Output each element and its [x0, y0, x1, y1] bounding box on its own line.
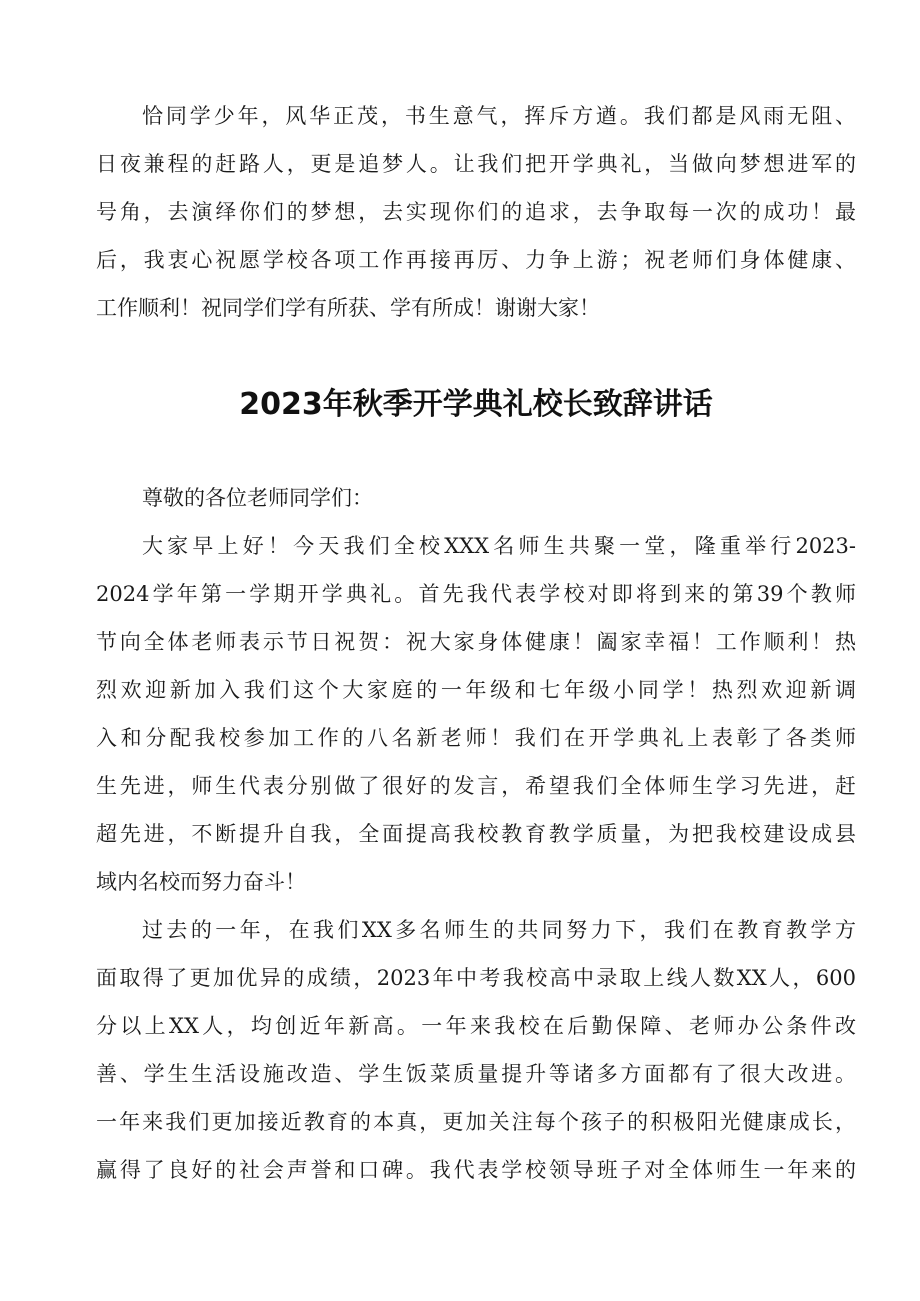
paragraph-line: 赢得了良好的社会声誉和口碑。我代表学校领导班子对全体师生一年来的 — [96, 1158, 856, 1182]
closing-paragraph — [96, 92, 856, 332]
paragraph-line: 分以上XX人，均创近年新高。一年来我校在后勤保障、老师办公条件改 — [96, 1014, 856, 1038]
paragraph-line: 域内名校而努力奋斗！ — [96, 870, 306, 894]
paragraph-line: 面取得了更加优异的成绩，2023年中考我校高中录取上线人数XX人，600 — [96, 966, 856, 990]
paragraph-line: 生先进，师生代表分别做了很好的发言，希望我们全体师生学习先进，赶 — [96, 774, 856, 798]
paragraph-line: 一年来我们更加接近教育的本真，更加关注每个孩子的积极阳光健康成长， — [96, 1110, 856, 1134]
greeting-paragraph — [96, 522, 856, 906]
paragraph-line: 工作顺利！祝同学们学有所获、学有所成！谢谢大家！ — [96, 296, 600, 320]
paragraph-line: 2024学年第一学期开学典礼。首先我代表学校对即将到来的第39个教师 — [96, 582, 856, 606]
review-paragraph — [96, 906, 856, 1194]
document-page — [96, 92, 856, 1194]
paragraph-line: 后，我衷心祝愿学校各项工作再接再厉、力争上游；祝老师们身体健康、 — [96, 248, 856, 272]
paragraph-line: 超先进，不断提升自我，全面提高我校教育教学质量，为把我校建设成县 — [96, 822, 856, 846]
paragraph-line: 烈欢迎新加入我们这个大家庭的一年级和七年级小同学！热烈欢迎新调 — [96, 678, 856, 702]
paragraph-line: 号角，去演绎你们的梦想，去实现你们的追求，去争取每一次的成功！最 — [96, 200, 856, 224]
paragraph-line: 恰同学少年，风华正茂，书生意气，挥斥方遒。我们都是风雨无阻、 — [142, 104, 856, 128]
paragraph-line: 善、学生生活设施改造、学生饭菜质量提升等诸多方面都有了很大改进。 — [96, 1062, 856, 1086]
page-title: 2023年秋季开学典礼校长致辞讲话 — [239, 387, 713, 422]
paragraph-line: 节向全体老师表示节日祝贺：祝大家身体健康！阖家幸福！工作顺利！热 — [96, 630, 856, 654]
paragraph-line: 过去的一年，在我们XX多名师生的共同努力下，我们在教育教学方 — [142, 918, 856, 942]
paragraph-line: 大家早上好！今天我们全校XXX名师生共聚一堂，隆重举行2023- — [142, 534, 856, 558]
paragraph-line: 日夜兼程的赶路人，更是追梦人。让我们把开学典礼，当做向梦想进军的 — [96, 152, 856, 176]
paragraph-line: 入和分配我校参加工作的八名新老师！我们在开学典礼上表彰了各类师 — [96, 726, 856, 750]
salutation: 尊敬的各位老师同学们： — [142, 486, 373, 510]
